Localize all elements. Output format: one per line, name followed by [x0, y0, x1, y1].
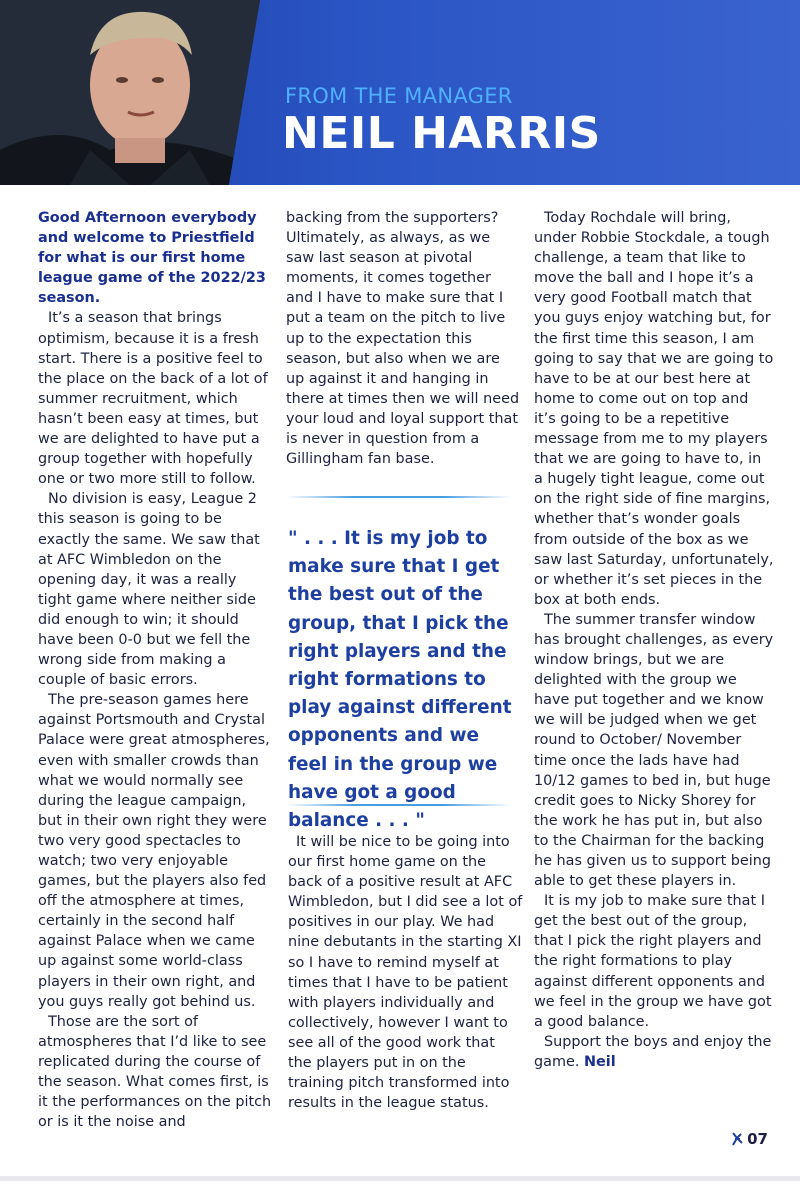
intro-paragraph: Good Afternoon everybody and welcome to Priestfield for what is our first home league game of the 2022/23 season. — [38, 210, 266, 307]
closing-paragraph — [534, 1032, 774, 1072]
page-edge — [0, 1176, 800, 1181]
club-crest-icon — [731, 1132, 743, 1146]
quote-divider-top — [286, 496, 511, 498]
article-column-1 — [38, 208, 273, 1132]
manager-photo — [0, 0, 260, 185]
article-paragraph: Today Rochdale will bring, under Robbie Stockdale, a tough challenge, a team that like to move the ball and I hope it’s a very good Football match that you guys enjoy watching but, for the first time this season, I am going to say that we are going to have to be at our best here at home to come out on top and it’s going to be a repetitive message from me to my players that we are going to have to, in a hugely tight league, come out on the right side of fine margins, whether that’s wonder goals from outside of the box as we saw last Saturday, unfortunately, or whether it’s set pieces in the box at both ends. — [534, 210, 774, 608]
page-footer — [731, 1130, 768, 1148]
manager-name: NEIL HARRIS — [282, 108, 601, 159]
pull-quote: " . . . It is my job to make sure that I get the best out of the group, that I pick the right players and the right formations to play against different opponents and we feel in the group we have got a good balance . . . " — [288, 528, 512, 832]
article-paragraph: It is my job to make sure that I get the best out of the group, that I pick the right players and the right formations to play against different opponents and we feel in the group we have got a good balance. — [534, 893, 772, 1030]
signature: Neil — [583, 1053, 616, 1070]
closing-text: Support the boys and enjoy the game. — [534, 1033, 772, 1070]
article-column-3 — [534, 208, 774, 1072]
article-paragraph: The pre-season games here against Portsmouth and Crystal Palace were great atmospheres, even with smaller crowds than what we would normally see during the league campaign, but in their own right they were two very good spectacles to watch; two very enjoyable games, but the players also fed off the atmosphere at times, certainly in the second half against Palace when we came up against some world-class players in their own right, and you guys really got behind us. — [38, 692, 270, 1010]
header-kicker: FROM THE MANAGER — [285, 84, 513, 108]
article-paragraph: The summer transfer window has brought challenges, as every window brings, but we are delighted with the group we have put together and we know we will be judged when we get round to October/ November time once the lads have had 10/12 games to bed in, but huge credit goes to Nicky Shorey for the work he has put in, but also to the Chairman for the backing he has given us to support being able to get these players in. — [534, 611, 774, 890]
article-paragraph: It’s a season that brings optimism, because it is a fresh start. There is a positive feel to the place on the back of a lot of summer recruitment, which hasn’t been easy at times, but we are delighted to have put a group together with hopefully one or two more still to follow. — [38, 310, 268, 488]
page-number: 07 — [747, 1130, 768, 1148]
article-column-2 — [286, 208, 521, 469]
quote-divider-bottom — [286, 804, 511, 806]
article-paragraph: backing from the supporters? Ultimately, as always, as we saw last season at pivotal moments, it comes together and I have to make sure that I put a team on the pitch to live up to the expectation this season, but also when we are up against it and hanging in there at times then we will need your loud and loyal support that is never in question from a Gillingham fan base. — [286, 210, 520, 468]
article-column-2-continued — [288, 832, 523, 1113]
page-header — [0, 0, 800, 185]
manager-portrait-illustration — [0, 0, 260, 185]
article-paragraph: It will be nice to be going into our first home game on the back of a positive result at AFC Wimbledon, but I did see a lot of positives in our play. We had nine debutants in the starting XI so I have to remind myself at times that I have to be patient with players individually and collectively, however I want to see all of the good work that the players put in on the training pitch transformed into results in the league status. — [288, 834, 523, 1112]
article-paragraph: No division is easy, League 2 this season is going to be exactly the same. We saw that at AFC Wimbledon on the opening day, it was a really tight game where neither side did enough to win; it should have been 0-0 but we fell the wrong side from making a couple of basic errors. — [38, 491, 260, 689]
article-paragraph: Those are the sort of atmospheres that I’d like to see replicated during the course of the season. What comes first, is it the performances on the pitch or is it the noise and — [38, 1013, 272, 1131]
